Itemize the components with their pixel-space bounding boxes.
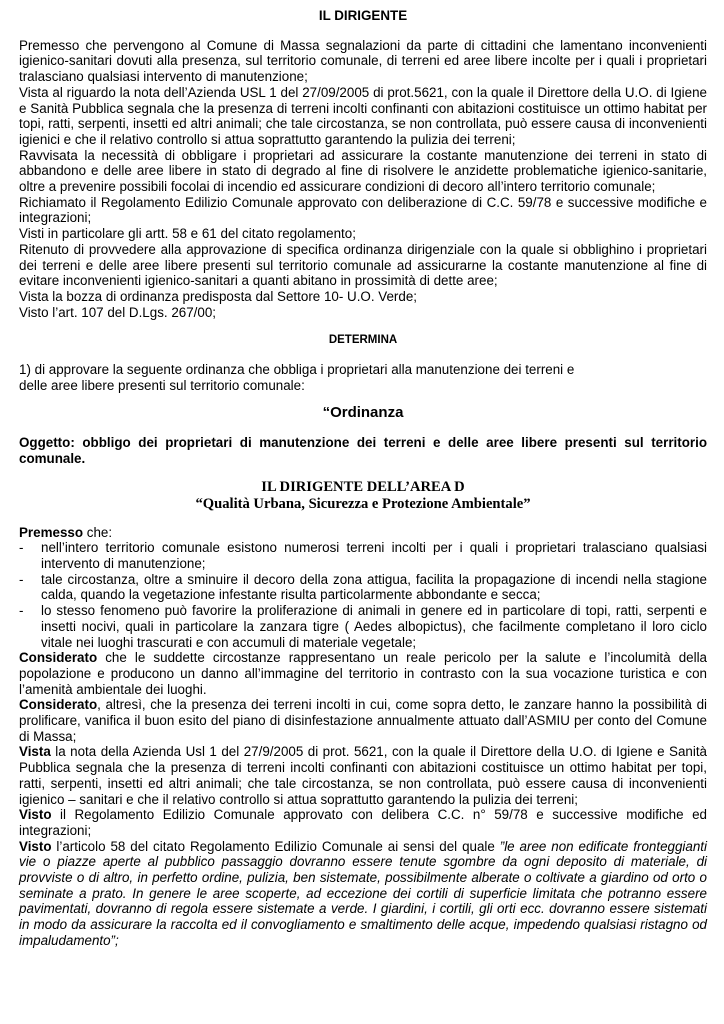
preamble-paragraph: Richiamato il Regolamento Edilizio Comunale approvato con deliberazione di C.C. 59/78 e successive modifiche e integrazioni; xyxy=(19,194,707,226)
considerato-paragraph xyxy=(19,650,707,697)
premesso-bullet-list xyxy=(19,540,707,650)
list-item xyxy=(19,572,707,603)
ordinanza-subject: Oggetto: obbligo dei proprietari di manutenzione dei terreni e delle aree libere presenti sul territorio comunale. xyxy=(19,435,707,466)
bullet-dash: - xyxy=(19,540,24,556)
considerato-paragraph xyxy=(19,697,707,744)
list-item xyxy=(19,540,707,571)
regulation-quote: ”le aree non edificate fronteggianti vie o piazze aperte al pubblico passaggio dovranno essere tenute sgombre da ogni deposito di materiale, di provviste o di altro, in perfetto ordine, pulizia, ben sistemate, possibilmente alberate o coltivate a giardino od orto o seminate a prato. In genere le aree scoperte, ad eccezione dei cortili di superficie limitata che potranno essere pavimentati, dovranno di regola essere sistemate a verde. I giardini, i cortili, gli orti ecc. dovranno essere sistemati in modo da assicurare la raccolta ed il convogliamento e smaltimento delle acque, impedendo qualsiasi ristagno od impaludamento”; xyxy=(19,838,707,948)
ordinanza-heading: “Ordinanza xyxy=(322,404,404,422)
preamble-paragraph: Vista la bozza di ordinanza predisposta dal Settore 10- U.O. Verde; xyxy=(19,288,417,304)
preamble-paragraph: Premesso che pervengono al Comune di Massa segnalazioni da parte di cittadini che lamentano inconvenienti igienico-sanitari dovuti alla presenza, sul territorio comunale, di terreni ed aree libere incolte per i quali i proprietari tralasciano qualsiasi intervento di manutenzione; xyxy=(19,37,707,85)
vista-text: la nota della Azienda Usl 1 del 27/9/2005 di prot. 5621, con la quale il Direttore della U.O. di Igiene e Sanità Pubblica segnala che la presenza di terreni incolti confinanti con abitazioni costituisce un ottimo habitat per topi, ratti, serpenti, insetti ed altri animali; che tale circostanza, se non controllata, può essere causa di inconvenienti igienico – sanitari e che il relativo controllo si attua soprattutto garantendo la pulizia dei terreni; xyxy=(19,744,707,807)
visto-label: Visto xyxy=(19,807,52,823)
vista-label: Vista xyxy=(19,744,51,760)
visto-text: l’articolo 58 del citato Regolamento Edilizio Comunale ai sensi del quale xyxy=(51,838,500,854)
bullet-dash: - xyxy=(19,571,24,587)
dirigente-title: IL DIRIGENTE DELL’AREA D xyxy=(261,478,465,495)
visto-paragraph xyxy=(19,807,707,838)
visto-paragraph xyxy=(19,839,707,949)
bullet-text: tale circostanza, oltre a sminuire il decoro della zona attigua, facilita la propagazione di incendi nella stagione calda, quando la vegetazione infestante risulta particolarmente abbondante e secca; xyxy=(41,571,707,603)
preamble-paragraph: Visto l’art. 107 del D.Lgs. 267/00; xyxy=(19,304,217,320)
bullet-text: nell’intero territorio comunale esistono numerosi terreni incolti per i quali i proprietari tralasciano qualsiasi intervento di manutenzione; xyxy=(41,540,707,571)
preamble-paragraph: Ritenuto di provvedere alla approvazione di specifica ordinanza dirigenziale con la quale si obblighino i proprietari dei terreni e delle aree libere presenti sul territorio comunale ad assicurarne la costante manutenzione al fine di evitare inconvenienti igienico-sanitari a quanti abitano in prossimità di dette aree; xyxy=(19,241,707,289)
determina-heading: DETERMINA xyxy=(328,334,398,347)
considerato-label: Considerato xyxy=(19,650,98,666)
page-title: IL DIRIGENTE xyxy=(318,8,408,23)
bullet-dash: - xyxy=(19,603,24,619)
dirigente-subtitle: “Qualità Urbana, Sicurezza e Protezione Ambientale” xyxy=(195,495,531,512)
considerato-text: , altresì, che la presenza dei terreni incolti in cui, come sopra detto, le zanzare hanno la possibilità di prolificare, vanifica il buon esito del piano di disinfestazione annualmente attuato dall’ASMIU per conto del Comune di Massa; xyxy=(19,697,707,744)
preamble-paragraph: Vista al riguardo la nota dell’Azienda USL 1 del 27/09/2005 di prot.5621, con la quale il Direttore della U.O. di Igiene e Sanità Pubblica segnala che la presenza di terreni incolti confinanti con abitazioni costituisce un ottimo habitat per topi, ratti, serpenti, insetti ed altri animali; che tale circostanza, se non controllata, può essere causa di inconvenienti igienici e che il relativo controllo si attua soprattutto garantendo la pulizia dei terreni; xyxy=(19,84,707,147)
preamble-paragraph: Visti in particolare gli artt. 58 e 61 del citato regolamento; xyxy=(19,226,356,242)
determina-line: 1) di approvare la seguente ordinanza che obbliga i proprietari alla manutenzione dei terreni e xyxy=(19,362,575,378)
visto-text: il Regolamento Edilizio Comunale approvato con delibera C.C. n° 59/78 e successive modifiche ed integrazioni; xyxy=(19,807,707,838)
considerato-label: Considerato xyxy=(19,697,98,713)
vista-paragraph xyxy=(19,744,707,807)
determina-item xyxy=(19,362,707,393)
premesso-text: che: xyxy=(83,524,113,540)
premesso-label: Premesso xyxy=(19,524,84,540)
bullet-text: lo stesso fenomeno può favorire la proliferazione di animali in genere ed in particolare di topi, ratti, serpenti e insetti nocivi, quali in particolare la zanzara tigre ( Aedes albopictus), che facilmente completano il loro ciclo vitale nei luoghi trascurati e con accumuli di materiale vegetale; xyxy=(41,603,707,650)
determina-line: delle aree libere presenti sul territorio comunale: xyxy=(19,377,305,393)
list-item xyxy=(19,603,707,650)
considerato-text: che le suddette circostanze rappresentano un reale pericolo per la salute e l’incolumità della popolazione e producono un danno all’immagine del territorio in contrasto con la sua vocazione turistica e con l’amenità ambientale dei luoghi. xyxy=(19,650,707,697)
preamble-section xyxy=(19,38,707,321)
preamble-paragraph: Ravvisata la necessità di obbligare i proprietari ad assicurare la costante manutenzione dei terreni in stato di abbandono e delle aree libere in stato di degrado al fine di risolvere le anzidette problematiche igienico-sanitarie, oltre a prevenire possibili focolai di incendio ed assicurare condizioni di decoro all’intero territorio comunale; xyxy=(19,147,707,195)
visto-label: Visto xyxy=(19,838,52,854)
document-page xyxy=(19,8,707,949)
premesso-line xyxy=(19,525,707,541)
